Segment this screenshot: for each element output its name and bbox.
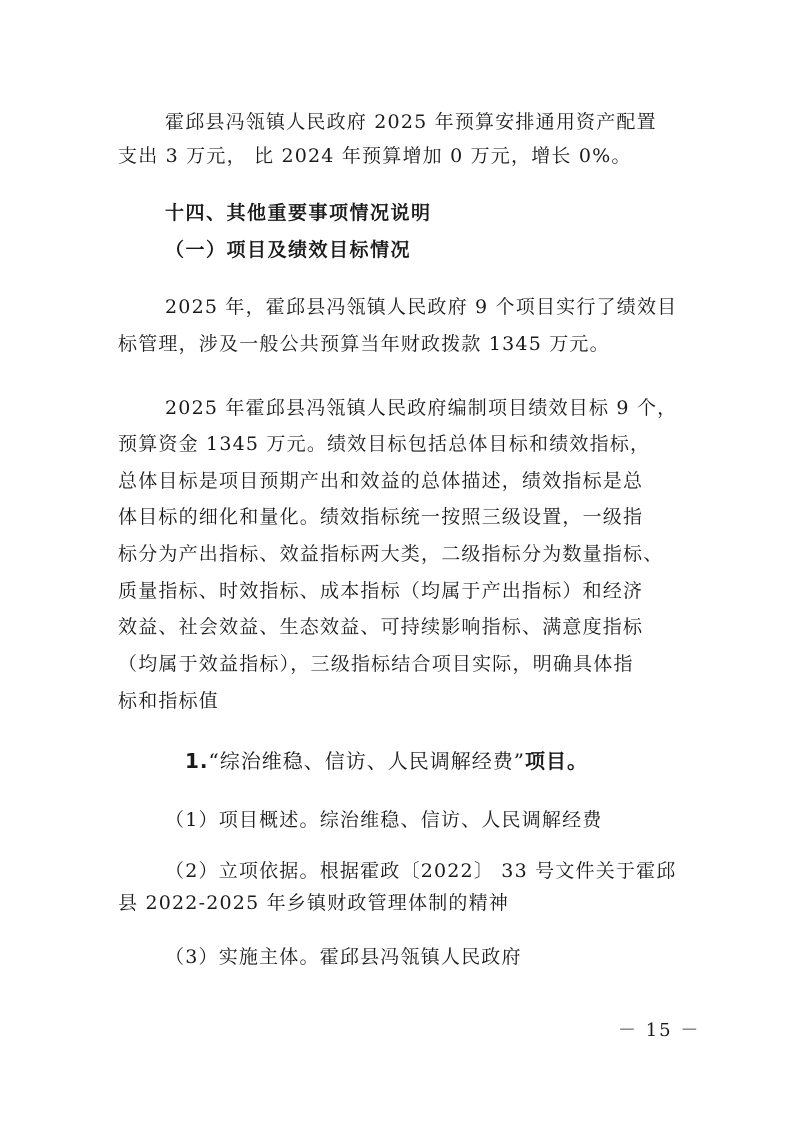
- asset-paragraph-line-2: 支出 3 万元， 比 2024 年预算增加 0 万元，增长 0%。: [118, 145, 632, 167]
- targets-paragraph-line-3: 总体目标是项目预期产出和效益的总体描述，绩效指标是总: [118, 470, 644, 492]
- targets-paragraph-line-1: 2025 年霍邱县冯瓴镇人民政府编制项目绩效目标 9 个，: [165, 397, 678, 419]
- projects-paragraph-line-1: 2025 年，霍邱县冯瓴镇人民政府 9 个项目实行了绩效目: [165, 296, 678, 318]
- project-item-suffix: 项目。: [524, 749, 588, 773]
- targets-paragraph-line-4: 体目标的细化和量化。绩效指标统一按照三级设置，一级指: [118, 506, 644, 528]
- project-overview: （1）项目概述。综治维稳、信访、人民调解经费: [165, 809, 603, 831]
- targets-paragraph-line-9: 标和指标值: [118, 690, 220, 712]
- subsection-heading: （一）项目及绩效目标情况: [165, 239, 412, 261]
- section-heading: 十四、其他重要事项情况说明: [165, 202, 432, 224]
- asset-paragraph-line-1: 霍邱县冯瓴镇人民政府 2025 年预算安排通用资产配置: [165, 111, 657, 133]
- project-entity: （3）实施主体。霍邱县冯瓴镇人民政府: [165, 946, 522, 968]
- targets-paragraph-line-7: 效益、社会效益、生态效益、可持续影响指标、满意度指标: [118, 616, 644, 638]
- targets-paragraph-line-8: （均属于效益指标），三级指标结合项目实际，明确具体指: [118, 653, 634, 675]
- project-basis-line-2: 县 2022-2025 年乡镇财政管理体制的精神: [118, 892, 510, 914]
- targets-paragraph-line-5: 标分为产出指标、效益指标两大类，二级指标分为数量指标、: [118, 543, 664, 565]
- targets-paragraph-line-2: 预算资金 1345 万元。绩效目标包括总体目标和绩效指标，: [118, 433, 651, 455]
- project-basis-line-1: （2）立项依据。根据霍政〔2022〕 33 号文件关于霍邱: [165, 860, 677, 882]
- page-number: － 15 －: [618, 1020, 701, 1041]
- project-item-name: “综治维稳、信访、人民调解经费”: [208, 749, 525, 773]
- projects-paragraph-line-2: 标管理，涉及一般公共预算当年财政拨款 1345 万元。: [118, 333, 610, 355]
- project-item-number: 1.: [185, 749, 209, 773]
- targets-paragraph-line-6: 质量指标、时效指标、成本指标（均属于产出指标）和经济: [118, 580, 644, 602]
- project-item-title: [185, 748, 588, 774]
